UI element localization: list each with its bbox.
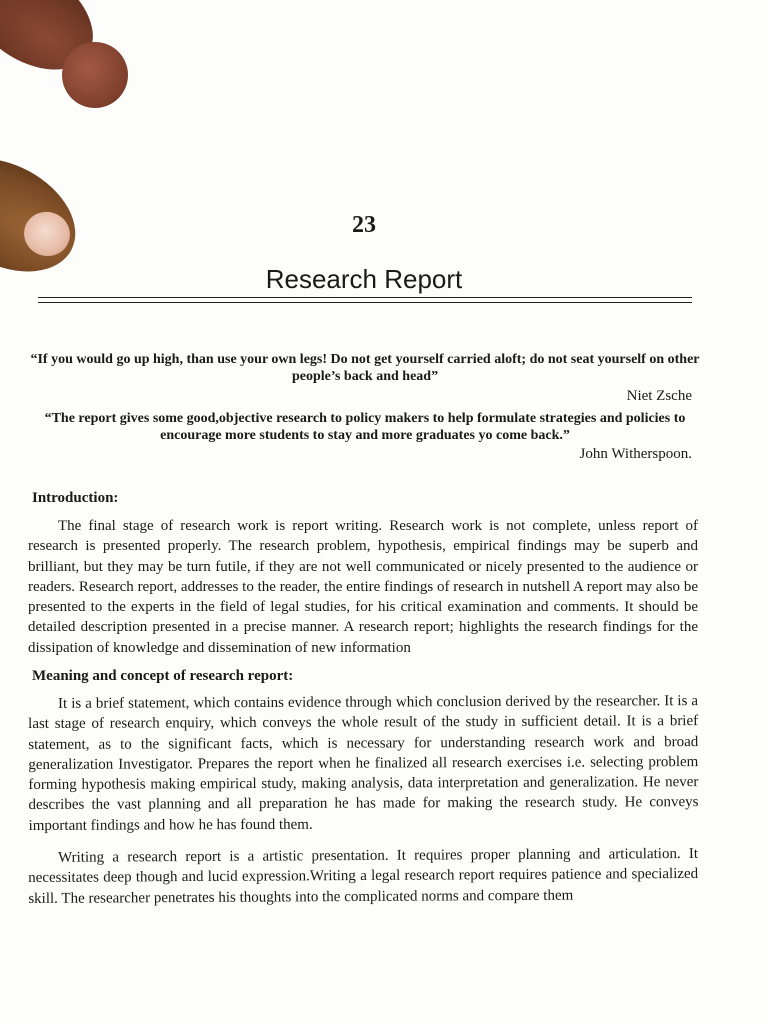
paragraph: The final stage of research work is report writing. Research work is not complete, unless report of research is presented properly. The research problem, hypothesis, empirical findings may be superb and brilliant, but they may be turn futile, if they are not well communicated or nicely presented to the audience or readers. Research report, addresses to the reader, the entire findings of research in nutshell A report may also be presented to the experts in the field of legal studies, for his critical examination and comments. It should be detailed description presented in a precise manner. A research report; highlights the research findings for the dissipation of knowledge and dissemination of new information [28, 518, 698, 656]
epigraph-author-1: Niet Zsche [626, 388, 692, 404]
epigraph-author-2: John Witherspoon. [579, 446, 692, 462]
paragraph: It is a brief statement, which contains evidence through which conclusion derived by the researcher. It is a last stage of research enquiry, which conveys the whole result of the study in sufficient detail. It is a brief statement, as to the significant facts, which is necessary for understanding research work and broad generalization Investigator. Prepares the report when he finalized all research exercises i.e. selecting problem forming hypothesis making empirical study, making analysis, data interpretation and generalization. He never describes the vast planning and all preparation he has made for making the research study. He conveys important findings and how he has found them. [28, 693, 699, 834]
epigraph-quote-1: “If you would go up high, than use your own legs! Do not get yourself carried aloft; do not seat yourself on other people’s back and head” [30, 352, 700, 384]
chapter-number: 23 [352, 212, 376, 238]
title-rule-top [38, 297, 692, 298]
finger-tip [62, 42, 128, 108]
title-rule-bottom [38, 302, 692, 303]
section-heading-introduction: Introduction: [32, 490, 119, 506]
section-heading-meaning: Meaning and concept of research report: [32, 668, 294, 684]
paragraph: Writing a research report is a artistic presentation. It requires proper planning and articulation. It necessitates deep though and lucid expression.Writing a legal research report requires patience and specialized skill. The researcher penetrates his thoughts into the complicated norms and compare them [28, 845, 699, 907]
chapter-title: Research Report [265, 264, 463, 294]
epigraph-quote-2: “The report gives some good,objective research to policy makers to help formulate strategies and policies to encourage more students to stay and more graduates yo come back.” [44, 411, 686, 443]
